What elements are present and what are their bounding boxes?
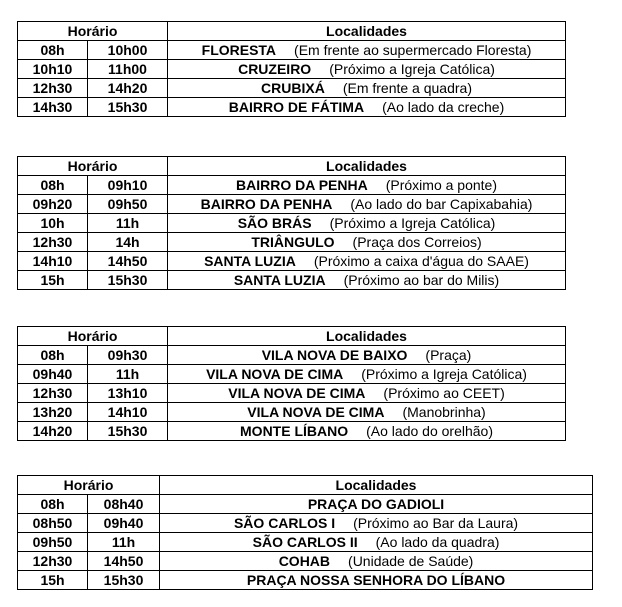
table-row (18, 365, 566, 384)
location-name: COHAB (278, 553, 331, 569)
table-header-row (18, 22, 566, 41)
start-time: 12h30 (18, 79, 88, 98)
location-name: MONTE LÍBANO (240, 423, 349, 439)
location-cell (168, 79, 566, 98)
location-name: SÃO CARLOS II (252, 534, 358, 550)
end-time: 14h50 (88, 552, 160, 571)
horario-header: Horário (18, 327, 168, 346)
end-time: 11h (88, 214, 168, 233)
start-time: 08h (18, 495, 88, 514)
start-time: 12h30 (18, 552, 88, 571)
location-cell (160, 552, 593, 571)
location-cell (160, 514, 593, 533)
start-time: 13h20 (18, 403, 88, 422)
end-time: 15h30 (88, 571, 160, 590)
end-time: 09h50 (88, 195, 168, 214)
end-time: 15h30 (88, 271, 168, 290)
end-time: 13h10 (88, 384, 168, 403)
location-cell (168, 346, 566, 365)
end-time: 09h30 (88, 346, 168, 365)
location-note: (Próximo a Igreja Católica) (361, 366, 527, 382)
start-time: 14h20 (18, 422, 88, 441)
location-name: SÃO CARLOS I (233, 515, 336, 531)
start-time: 15h (18, 571, 88, 590)
schedule-table-3 (17, 326, 566, 441)
end-time: 11h00 (88, 60, 168, 79)
localidades-header: Localidades (168, 327, 566, 346)
localidades-header: Localidades (168, 22, 566, 41)
location-note: (Em frente ao supermercado Floresta) (294, 42, 532, 58)
location-name: VILA NOVA DE BAIXO (261, 347, 408, 363)
table-row (18, 98, 566, 117)
table-row (18, 176, 566, 195)
location-name: CRUBIXÁ (261, 80, 325, 96)
table-row (18, 571, 593, 590)
schedule-table-1 (17, 21, 566, 117)
table-row (18, 214, 566, 233)
end-time: 09h40 (88, 514, 160, 533)
location-cell (168, 60, 566, 79)
table-row (18, 233, 566, 252)
table-header-row (18, 157, 566, 176)
end-time: 14h10 (88, 403, 168, 422)
location-note: (Próximo ao CEET) (383, 385, 505, 401)
location-name: PRAÇA DO GADIOLI (307, 496, 445, 512)
location-cell (168, 214, 566, 233)
location-note: (Próximo ao bar do Milis) (343, 272, 500, 288)
schedule-table-2 (17, 156, 566, 290)
start-time: 08h (18, 41, 88, 60)
localidades-header: Localidades (168, 157, 566, 176)
horario-header: Horário (18, 157, 168, 176)
end-time: 08h40 (88, 495, 160, 514)
table-header-row (18, 476, 593, 495)
end-time: 15h30 (88, 98, 168, 117)
location-name: SÃO BRÁS (237, 215, 312, 231)
table-row (18, 346, 566, 365)
localidades-header: Localidades (160, 476, 593, 495)
location-note: (Unidade de Saúde) (348, 553, 474, 569)
location-cell (168, 195, 566, 214)
start-time: 14h10 (18, 252, 88, 271)
end-time: 11h (88, 533, 160, 552)
end-time: 14h50 (88, 252, 168, 271)
horario-header: Horário (18, 476, 160, 495)
location-note: (Manobrinha) (402, 404, 486, 420)
location-note: (Ao lado do bar Capixabahia) (350, 196, 533, 212)
location-cell (160, 533, 593, 552)
location-cell (168, 271, 566, 290)
location-cell (160, 495, 593, 514)
location-note: (Em frente a quadra) (342, 80, 472, 96)
location-name: BAIRRO DA PENHA (200, 196, 333, 212)
location-name: TRIÂNGULO (251, 234, 335, 250)
location-note: (Ao lado da creche) (382, 99, 505, 115)
location-name: CRUZEIRO (238, 61, 312, 77)
start-time: 09h50 (18, 533, 88, 552)
end-time: 10h00 (88, 41, 168, 60)
location-name: SANTA LUZIA (233, 272, 326, 288)
start-time: 14h30 (18, 98, 88, 117)
start-time: 08h50 (18, 514, 88, 533)
end-time: 14h20 (88, 79, 168, 98)
table-row (18, 384, 566, 403)
location-note: (Próximo a Igreja Católica) (329, 215, 496, 231)
start-time: 12h30 (18, 233, 88, 252)
table-row (18, 403, 566, 422)
table-row (18, 79, 566, 98)
location-cell (160, 571, 593, 590)
location-note: (Praça) (425, 347, 472, 363)
table-row (18, 271, 566, 290)
schedule-table-4 (17, 475, 593, 590)
location-cell (168, 176, 566, 195)
table-row (18, 495, 593, 514)
horario-header: Horário (18, 22, 168, 41)
location-note: (Ao lado da quadra) (375, 534, 500, 550)
location-name: VILA NOVA DE CIMA (247, 404, 385, 420)
end-time: 11h (88, 365, 168, 384)
location-cell (168, 98, 566, 117)
location-cell (168, 233, 566, 252)
location-note: (Próximo a caixa d'água do SAAE) (313, 253, 529, 269)
location-name: FLORESTA (201, 42, 277, 58)
end-time: 15h30 (88, 422, 168, 441)
location-name: PRAÇA NOSSA SENHORA DO LÍBANO (246, 572, 506, 588)
table-row (18, 422, 566, 441)
table-row (18, 41, 566, 60)
location-note: (Próximo a ponte) (385, 177, 498, 193)
table-header-row (18, 327, 566, 346)
location-cell (168, 422, 566, 441)
start-time: 12h30 (18, 384, 88, 403)
start-time: 10h (18, 214, 88, 233)
end-time: 09h10 (88, 176, 168, 195)
start-time: 10h10 (18, 60, 88, 79)
start-time: 09h20 (18, 195, 88, 214)
location-note: (Ao lado do orelhão) (366, 423, 493, 439)
location-cell (168, 41, 566, 60)
table-row (18, 552, 593, 571)
location-name: SANTA LUZIA (204, 253, 296, 269)
location-name: BAIRRO DA PENHA (236, 177, 368, 193)
table-row (18, 60, 566, 79)
end-time: 14h (88, 233, 168, 252)
start-time: 15h (18, 271, 88, 290)
table-row (18, 252, 566, 271)
location-name: VILA NOVA DE CIMA (228, 385, 366, 401)
location-name: VILA NOVA DE CIMA (206, 366, 344, 382)
location-note: (Praça dos Correios) (352, 234, 482, 250)
location-cell (168, 384, 566, 403)
start-time: 09h40 (18, 365, 88, 384)
location-note: (Próximo a Igreja Católica) (329, 61, 495, 77)
start-time: 08h (18, 176, 88, 195)
start-time: 08h (18, 346, 88, 365)
location-name: BAIRRO DE FÁTIMA (228, 99, 365, 115)
table-row (18, 514, 593, 533)
location-cell (168, 403, 566, 422)
location-cell (168, 252, 566, 271)
table-row (18, 195, 566, 214)
location-note: (Próximo ao Bar da Laura) (353, 515, 519, 531)
table-row (18, 533, 593, 552)
location-cell (168, 365, 566, 384)
